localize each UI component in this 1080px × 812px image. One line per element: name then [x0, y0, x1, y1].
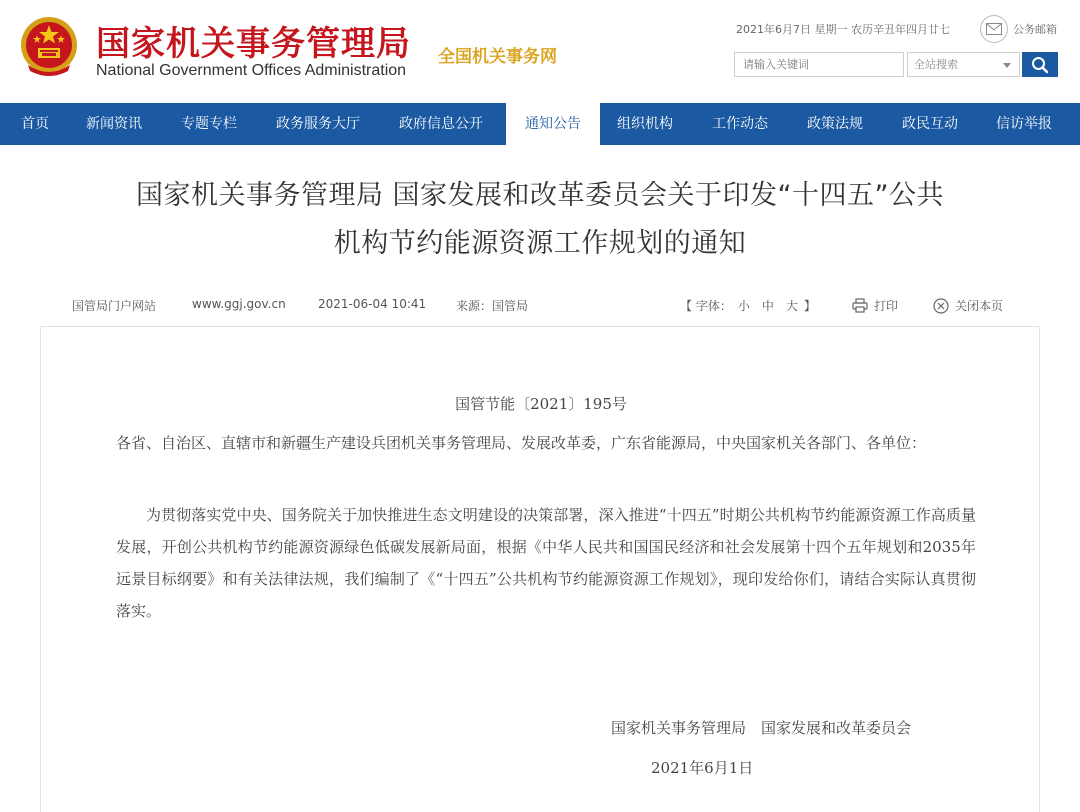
nav-item-service-hall[interactable]: 政务服务大厅 [276, 116, 360, 132]
sign-date: 2021年6月1日 [651, 759, 754, 777]
nav-item-organization[interactable]: 组织机构 [617, 116, 673, 132]
site-header [0, 0, 1080, 103]
meta-datetime: 2021-06-04 10:41 [318, 297, 427, 311]
search-button[interactable] [1022, 52, 1058, 77]
article-content [40, 326, 1040, 812]
article-title-line2: 机构节约能源资源工作规划的通知 [333, 228, 747, 259]
font-small-button[interactable]: 小 [737, 299, 750, 313]
nav-item-work-updates[interactable]: 工作动态 [712, 116, 768, 132]
search-icon [1031, 56, 1049, 74]
nav-item-notices[interactable]: 通知公告 [506, 103, 600, 148]
date-line: 2021年6月7日 星期一 农历辛丑年四月廿七 [736, 23, 950, 36]
search-scope-value: 全站搜索 [914, 58, 958, 71]
font-prefix: 【 字体： [680, 299, 732, 313]
print-button[interactable] [852, 297, 898, 314]
nav-item-policies[interactable]: 政策法规 [807, 116, 863, 132]
close-icon [933, 298, 949, 314]
nav-item-petition[interactable]: 信访举报 [996, 116, 1052, 132]
document-number: 国管节能〔2021〕195号 [455, 395, 627, 413]
font-medium-button[interactable]: 中 [761, 299, 774, 313]
article-title [60, 172, 1020, 268]
nav-item-topics[interactable]: 专题专栏 [181, 116, 237, 132]
addressee: 各省、自治区、直辖市和新疆生产建设兵团机关事务管理局、发展改革委，广东省能源局，中央国家机关各部门、各单位： [116, 434, 927, 452]
main-nav [0, 103, 1080, 145]
nav-item-info-disclosure[interactable]: 政府信息公开 [399, 116, 483, 132]
nav-item-home[interactable]: 首页 [21, 116, 49, 132]
site-title-cn[interactable]: 国家机关事务管理局 [96, 24, 411, 64]
article-meta [0, 297, 1080, 319]
mail-label: 公务邮箱 [1013, 23, 1057, 36]
print-label: 打印 [874, 299, 899, 313]
national-emblem-icon[interactable] [18, 15, 80, 79]
font-size-control [680, 297, 816, 314]
article-title-line1: 国家机关事务管理局 国家发展和改革委员会关于印发“十四五”公共 [135, 180, 945, 211]
meta-site: 国管局门户网站 [72, 299, 157, 313]
nav-item-interaction[interactable]: 政民互动 [902, 116, 958, 132]
printer-icon [852, 298, 868, 313]
font-suffix: 】 [803, 299, 816, 313]
close-label: 关闭本页 [955, 299, 1004, 313]
close-page-button[interactable] [933, 297, 1003, 314]
meta-url: www.ggj.gov.cn [192, 297, 286, 311]
network-name-link[interactable]: 全国机关事务网 [438, 47, 557, 67]
body-paragraph: 为贯彻落实党中央、国务院关于加快推进生态文明建设的决策部署，深入推进“十四五”时期公共机构节约能源资源工作高质量发展，开创公共机构节约能源资源绿色低碳发展新局面，根据《中华人民共和国国民经济和社会发展第十四个五年规划和2035年远景目标纲要》和有关法律法规，我们编制了《“十四五”公共机构节约能源资源工作规划》，现印发给你们，请结合实际认真贯彻落实。 [116, 506, 976, 620]
signers: 国家机关事务管理局 国家发展和改革委员会 [611, 719, 912, 737]
search-scope-select[interactable] [907, 52, 1020, 77]
search-input[interactable] [734, 52, 904, 77]
official-mail-link[interactable] [980, 15, 1057, 43]
nav-item-news[interactable]: 新闻资讯 [86, 116, 142, 132]
font-large-button[interactable]: 大 [785, 299, 798, 313]
mail-icon [980, 15, 1008, 43]
site-title-en: National Government Offices Administration [96, 62, 407, 79]
meta-source: 来源：国管局 [456, 299, 529, 313]
chevron-down-icon [1003, 63, 1011, 68]
